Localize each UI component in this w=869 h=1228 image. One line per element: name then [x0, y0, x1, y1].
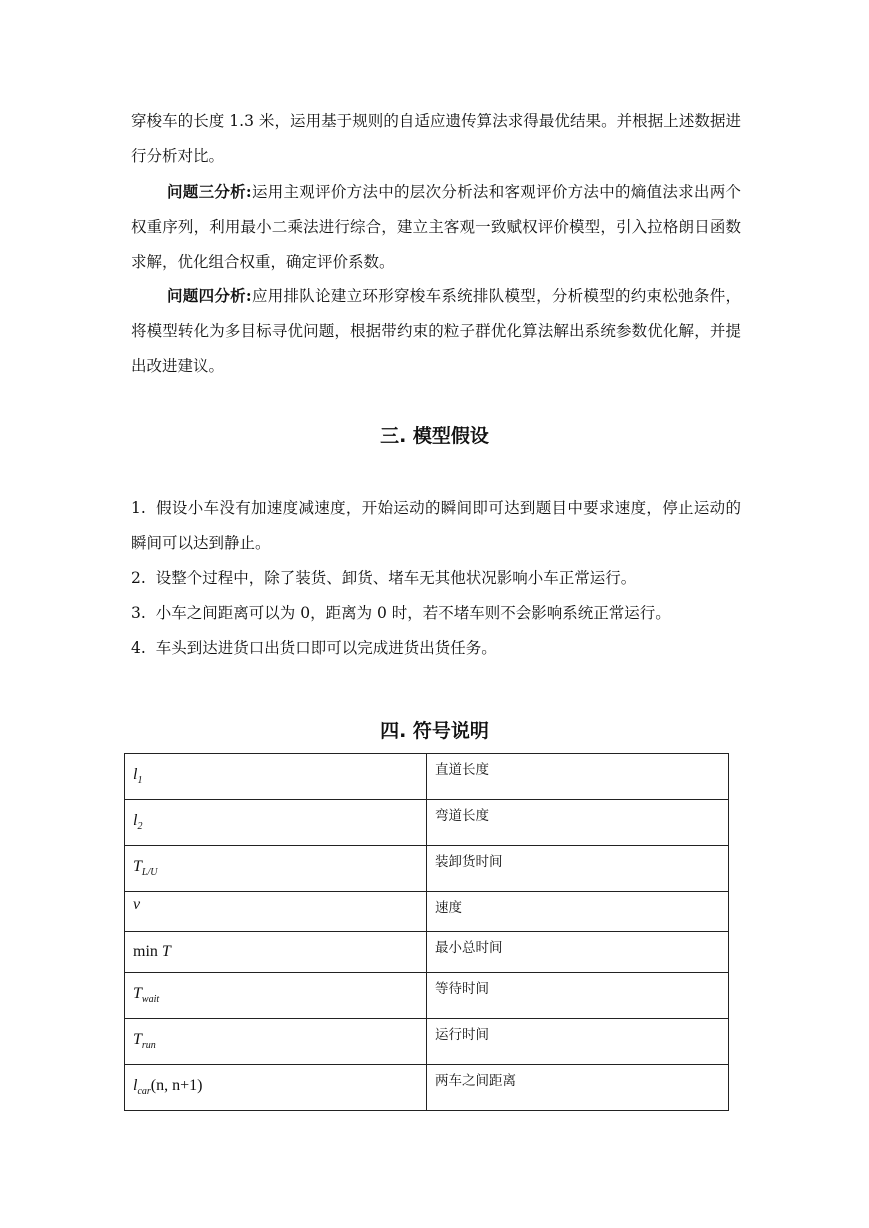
table-row: [125, 932, 729, 973]
symbol-table: [124, 753, 729, 1111]
paragraph-text: 运用主观评价方法中的层次分析法和客观评价方法中的熵值法求出两个权重序列，利用最小二乘法进行综合，建立主客观一致赋权评价模型，引入拉格朗日函数求解，优化组合权重，确定评价系数。: [131, 183, 741, 271]
section-title-symbol-description: 四. 符号说明: [380, 720, 489, 742]
table-row: [125, 800, 729, 846]
table-row: [125, 1019, 729, 1065]
assumption-item: [131, 596, 741, 631]
table-row: [125, 973, 729, 1019]
description-cell: 装卸货时间: [427, 846, 729, 892]
assumption-number: 4.: [131, 639, 146, 657]
description-cell: 运行时间: [427, 1019, 729, 1065]
assumption-text: 车头到达进货口出货口即可以完成进货出货任务。: [155, 639, 497, 657]
table-row: [125, 1065, 729, 1111]
assumption-text: 假设小车没有加速度减速度，开始运动的瞬间即可达到题目中要求速度，停止运动的瞬间可以达到静止。: [131, 499, 741, 552]
table-row: [125, 754, 729, 800]
paragraph-label: 问题三分析:: [167, 182, 252, 201]
symbol-cell: v: [125, 892, 427, 932]
paragraph-problem2-tail: [131, 104, 741, 174]
assumption-item: [131, 561, 741, 596]
assumption-item: [131, 491, 741, 561]
description-cell: 弯道长度: [427, 800, 729, 846]
description-cell: 直道长度: [427, 754, 729, 800]
assumption-text: 小车之间距离可以为 0，距离为 0 时，若不堵车则不会影响系统正常运行。: [155, 604, 671, 622]
description-cell: 速度: [427, 892, 729, 932]
assumption-number: 2.: [131, 569, 146, 587]
table-row: [125, 892, 729, 932]
table-row: [125, 846, 729, 892]
description-cell: 等待时间: [427, 973, 729, 1019]
symbol-cell: min T: [125, 932, 427, 973]
symbol-cell: $T_{wait}$: [125, 973, 427, 1019]
paragraph-label: 问题四分析:: [167, 286, 252, 305]
paragraph-problem3-analysis: [131, 174, 741, 280]
symbol-cell: $T_{L/U}$: [125, 846, 427, 892]
description-cell: 最小总时间: [427, 932, 729, 973]
assumption-item: [131, 631, 741, 666]
paragraph-problem4-analysis: [131, 278, 741, 384]
assumption-list: [131, 491, 741, 666]
paragraph-text: 应用排队论建立环形穿梭车系统排队模型，分析模型的约束松弛条件，将模型转化为多目标寻优问题，根据带约束的粒子群优化算法解出系统参数优化解，并提出改进建议。: [131, 287, 741, 375]
section-title-model-assumptions: 三. 模型假设: [380, 425, 489, 447]
assumption-number: 3.: [131, 604, 146, 622]
paragraph-text: 穿梭车的长度 1.3 米，运用基于规则的自适应遗传算法求得最优结果。并根据上述数据进行分析对比。: [131, 112, 741, 165]
symbol-cell: $l_1$: [125, 754, 427, 800]
symbol-cell: $T_{run}$: [125, 1019, 427, 1065]
symbol-cell: $l_2$: [125, 800, 427, 846]
description-cell: 两车之间距离: [427, 1065, 729, 1111]
assumption-text: 设整个过程中，除了装货、卸货、堵车无其他状况影响小车正常运行。: [155, 569, 637, 587]
symbol-cell: $l_{car}(n$, n+1): [125, 1065, 427, 1111]
assumption-number: 1.: [131, 499, 146, 517]
